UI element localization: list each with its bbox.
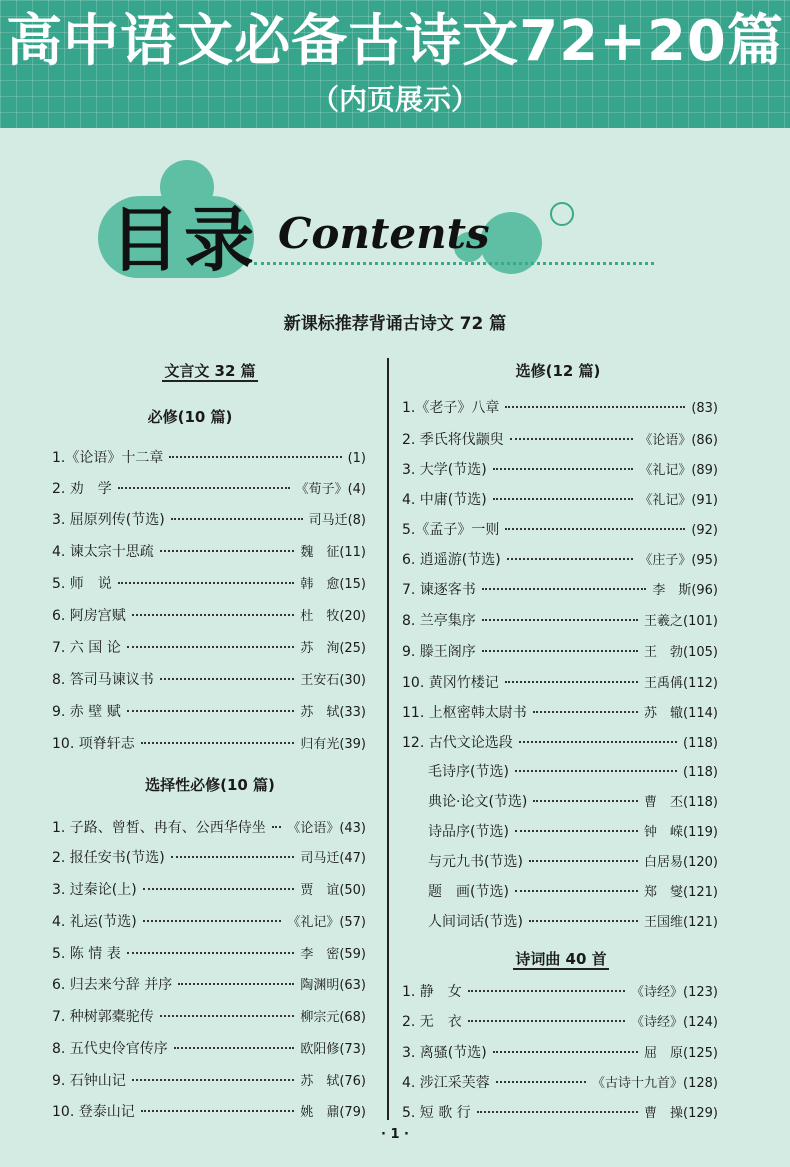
toc-entry[interactable]: 10. 项脊轩志 归有光(39) [52, 736, 366, 752]
toc-subentry[interactable]: 典论·论文(节选) 曹 丕(118) [428, 794, 718, 810]
toc-entry[interactable]: 7. 六 国 论 苏 洵(25) [52, 640, 366, 656]
toc-entry[interactable]: 12. 古代文论选段 (118) [402, 735, 718, 751]
toc-entry[interactable]: 8. 兰亭集序 王羲之(101) [402, 613, 718, 629]
toc-entry[interactable]: 3. 过秦论(上) 贾 谊(50) [52, 882, 366, 898]
toc-entry[interactable]: 5.《孟子》一则 (92) [402, 522, 718, 538]
doc-heading: 新课标推荐背诵古诗文 72 篇 [283, 314, 507, 334]
decorative-circle-icon [550, 202, 574, 226]
toc-entry[interactable]: 2. 无 衣 《诗经》(124) [402, 1014, 718, 1030]
toc-subentry[interactable]: 毛诗序(节选) (118) [428, 764, 718, 780]
toc-entry[interactable]: 11. 上枢密韩太尉书 苏 辙(114) [402, 705, 718, 721]
toc-entry[interactable]: 3. 离骚(节选) 屈 原(125) [402, 1045, 718, 1061]
toc-entry[interactable]: 1.《论语》十二章 (1) [52, 450, 366, 466]
contents-title-en: Contents [278, 209, 490, 258]
toc-entry[interactable]: 5. 陈 情 表 李 密(59) [52, 946, 366, 962]
toc-entry[interactable]: 2. 劝 学 《荀子》(4) [52, 481, 366, 497]
toc-entry[interactable]: 9. 赤 壁 赋 苏 轼(33) [52, 704, 366, 720]
toc-entry[interactable]: 6. 阿房宫赋 杜 牧(20) [52, 608, 366, 624]
toc-entry[interactable]: 7. 谏逐客书 李 斯(96) [402, 582, 718, 598]
group-heading: 必修(10 篇) [147, 408, 233, 426]
toc-entry[interactable]: 3. 大学(节选) 《礼记》(89) [402, 462, 718, 478]
toc-entry[interactable]: 8. 五代史伶官传序 欧阳修(73) [52, 1041, 366, 1057]
toc-subentry[interactable]: 人间词话(节选) 王国维(121) [428, 914, 718, 930]
toc-entry[interactable]: 7. 种树郭橐驼传 柳宗元(68) [52, 1009, 366, 1025]
contents-title-zh: 目录 [110, 199, 258, 281]
toc-entry[interactable]: 5. 短 歌 行 曹 操(129) [402, 1105, 718, 1121]
toc-subentry[interactable]: 诗品序(节选) 钟 嵘(119) [428, 824, 718, 840]
toc-entry[interactable]: 1. 子路、曾皙、冉有、公西华侍坐 《论语》(43) [52, 820, 366, 836]
toc-entry[interactable]: 5. 师 说 韩 愈(15) [52, 576, 366, 592]
toc-entry[interactable]: 1.《老子》八章 (83) [402, 400, 718, 416]
section-heading: 诗词曲 40 首 [515, 950, 607, 968]
toc-entry[interactable]: 10. 黄冈竹楼记 王禹偁(112) [402, 675, 718, 691]
toc-entry[interactable]: 3. 屈原列传(节选) 司马迁(8) [52, 512, 366, 528]
toc-entry[interactable]: 1. 静 女 《诗经》(123) [402, 984, 718, 1000]
toc-entry[interactable]: 6. 逍遥游(节选) 《庄子》(95) [402, 552, 718, 568]
group-heading: 选择性必修(10 篇) [145, 776, 275, 794]
toc-entry[interactable]: 4. 礼运(节选) 《礼记》(57) [52, 914, 366, 930]
toc-entry[interactable]: 2. 季氏将伐颛臾 《论语》(86) [402, 432, 718, 448]
banner-title: 高中语文必备古诗文72+20篇 [6, 9, 784, 74]
toc-subentry[interactable]: 与元九书(节选) 白居易(120) [428, 854, 718, 870]
section-heading: 文言文 32 篇 [164, 362, 256, 380]
toc-entry[interactable]: 10. 登泰山记 姚 鼐(79) [52, 1104, 366, 1120]
toc-entry[interactable]: 4. 谏太宗十思疏 魏 征(11) [52, 544, 366, 560]
section-heading: 选修(12 篇) [515, 362, 601, 380]
toc-entry[interactable]: 6. 归去来兮辞 并序 陶渊明(63) [52, 977, 366, 993]
toc-entry[interactable]: 4. 涉江采芙蓉 《古诗十九首》(128) [402, 1075, 718, 1091]
toc-entry[interactable]: 4. 中庸(节选) 《礼记》(91) [402, 492, 718, 508]
page-number: · 1 · [381, 1127, 409, 1142]
title-dotted-rule [254, 262, 654, 265]
toc-entry[interactable]: 9. 滕王阁序 王 勃(105) [402, 644, 718, 660]
column-divider [387, 358, 389, 1120]
toc-subentry[interactable]: 题 画(节选) 郑 燮(121) [428, 884, 718, 900]
toc-entry[interactable]: 9. 石钟山记 苏 轼(76) [52, 1073, 366, 1089]
promo-banner [0, 0, 790, 128]
banner-subtitle: （内页展示） [310, 83, 479, 116]
toc-entry[interactable]: 2. 报任安书(节选) 司马迁(47) [52, 850, 366, 866]
toc-entry[interactable]: 8. 答司马谏议书 王安石(30) [52, 672, 366, 688]
